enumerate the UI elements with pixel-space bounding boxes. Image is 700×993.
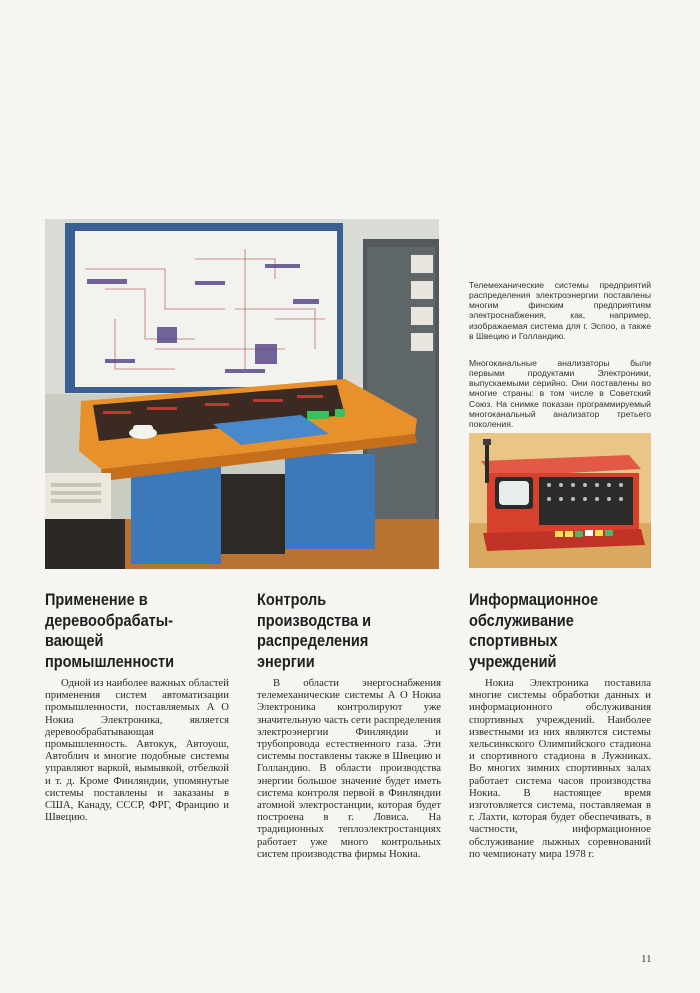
section-body-energy: В области энергоснабжения телемеханические системы А О Нокиа Электроника контролируют уже значительную часть сети распределения электроэнергии Финляндии и трубопровода естественного газа. Эти системы поставлены также в Швецию и Голландию. В области производства энергии большое значение будет иметь система контроля первой в Финляндии атомной электростанции, которая будет построена в г. Ловиса. На традиционных теплоэлектростанциях работает уже много контрольных систем производства фирмы Нокиа. bbox=[257, 677, 441, 860]
analyzer-photo bbox=[469, 433, 651, 568]
caption-telemechanics: Телемеханические системы предприятий распределения электроэнергии поставлены многим финским предприятиям электроснабжения, как, например, изображаемая система для г. Эспоо, а также в Швецию и Голландию. bbox=[469, 279, 651, 342]
section-heading-woodworking: Применение в деревообрабаты- вающей промышленности bbox=[45, 591, 175, 671]
section-body-woodworking: Одной из наиболее важных областей применения систем автоматизации промышленности, поставляемых А О Нокиа Электроника, является деревообрабатывающая промышленность. Автокук, Автоуош, Автоблич и многие подобные системы управляют варкой, вымывкой, отбелкой и т. д. Кроме Финляндии, упомянутые системы поставлены и заказаны в США, Канаду, СССР, ФРГ, Францию и Швецию. bbox=[45, 677, 229, 824]
control-room-illustration bbox=[45, 219, 439, 569]
section-heading-energy: Контроль производства и распределения энергии bbox=[257, 591, 372, 671]
page-number: 11 bbox=[641, 953, 652, 965]
caption-analyzers: Многоканальные анализаторы были первыми продуктами Электроники, выпускаемыми серийно. Они поставлены во многие страны: в том числе в Советский Союз. На снимке показан программируемый многоканальный анализатор третьего поколения. bbox=[469, 357, 651, 430]
section-body-sports: Нокиа Электроника поставила многие системы обработки данных и информационного обслуживания спортивных учреждений. Наиболее известными из них являются системы хельсинкского Олимпийского стадиона и спортивного стадиона в Лужниках. Во многих зимних спортивных залах работает система часов производства Нокиа. В настоящее время изготовляется система, поставляемая в г. Лахти, которая будет обеспечивать, в частности, информационное обслуживание лыжных соревнований по чемпионату мира 1978 г. bbox=[469, 677, 651, 860]
control-room-photo bbox=[45, 219, 439, 569]
analyzer-illustration bbox=[469, 433, 651, 568]
section-heading-sports: Информационное обслуживание спортивных учреждений bbox=[469, 591, 599, 671]
